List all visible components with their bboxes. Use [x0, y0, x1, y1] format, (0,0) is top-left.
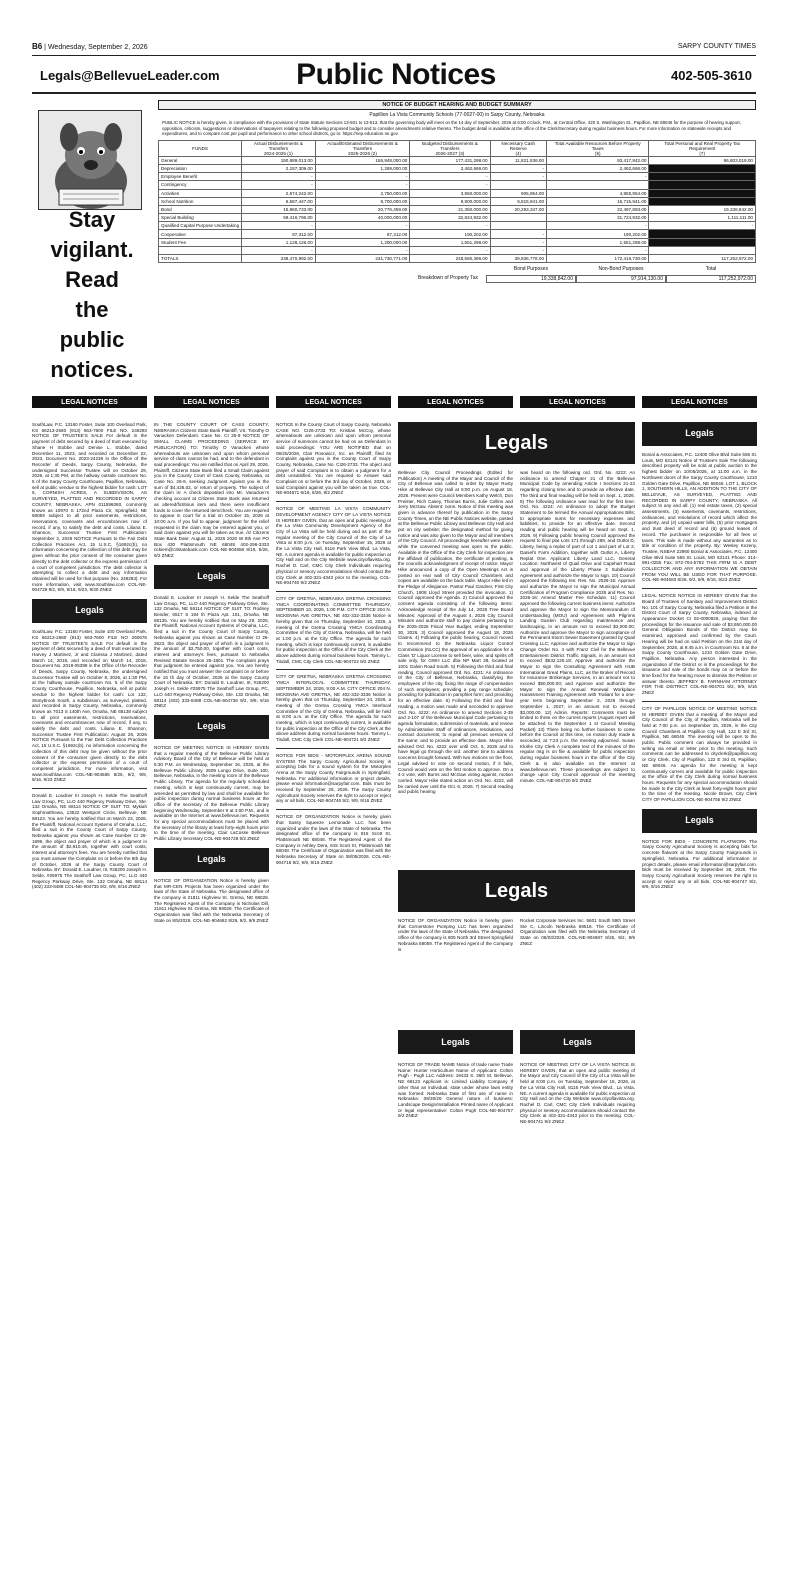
legal-notice: Donald E. Loudner III Joseph H. Selde The Seathoff Law Group, PC, LLO 440 Regency Parkway Drive, Ste. 132 Omaha, NE 68114 NOTICE OF SUIT TO: Rodney Bender, 6517 S 194 th Plaza Apt. 101, Omaha, NE 68135. You are hereby notified that on May 29, 2026, the Plaintiff, National Account Systems of Omaha, LLC, filed a suit in the County Court of Sarpy County, Nebraska against you shown as Case Number CI 26-3623, the object and prayer of which is a judgment in the amount of $2,750.00, together with court costs, interest and attorney's fees, pursuant to Nebraska Revised Statute Section 25-1801. The complaint prays that judgment be entered against you. You are hereby notified that you must answer the complaint on or before the 16 th day of October, 2026 at the Sarpy County Court of Nebraska. BY: Donald E. Loudner, III, #26200 Joseph H. Selde #25975 The Seathoff Law Group, PC, LLO 440 Regency Parkway Drive, Ste. 132 Omaha, NE 68114 (402) 333-8488 COL-NE-904736 9/2, 9/9, 9/16 ZNEZ — [154, 594, 269, 709]
column-6 — [642, 422, 757, 1567]
budget-row — [159, 205, 756, 213]
legal-notice: NOTICE OF ORGANIZATION Notice is hereby given that MR-CEN Projects has been organized under the laws of the State of Nebraska. The designated office of the company is 21811 Highview St. Gretna, NE 68028. The Registered Agent of the Company is Nicholas Dill, 21811 Highview St. Gretna, NE 68028. The Certificate of Organization was filed with the Nebraska Secretary of State on 8/5/2026. COL-NE-904682 8/26, 9/2, 9/9 ZNEZ — [154, 877, 269, 923]
amount-cell — [649, 197, 756, 205]
amount-cell: 6,587,447.00 — [242, 197, 315, 205]
budget-row — [159, 255, 756, 263]
amount-cell — [490, 222, 547, 230]
amount-cell: 190,202.00 — [547, 230, 649, 238]
budget-table — [158, 140, 756, 263]
amount-cell: - — [547, 222, 649, 230]
divider — [276, 809, 391, 810]
col-reserve: Necessary Cash Reserve (4) — [490, 140, 547, 156]
col-tax: Total Personal and Real Property Tax Requirement (7) — [649, 140, 756, 156]
amount-cell — [649, 181, 756, 189]
column-1 — [32, 422, 147, 1567]
amount-cell: 150,689,013.00 — [242, 156, 315, 164]
amount-cell: 31,724,932.00 — [547, 214, 649, 222]
amount-cell: 1,269,000.00 — [315, 164, 410, 172]
fund-name: School Nutrition — [159, 197, 242, 205]
amount-cell: 4,855,954.00 — [547, 189, 649, 197]
legal-notices-bar: LEGAL NOTICES — [642, 396, 757, 408]
amount-cell: 11,821,536.00 — [490, 156, 547, 164]
column-4-mid — [398, 918, 513, 1018]
amount-cell: 6,815,941.00 — [490, 197, 547, 205]
legals-banner: Legals — [32, 599, 147, 623]
amount-cell: 231,730,771.00 — [315, 255, 410, 263]
amount-cell: 87,312.00 — [242, 230, 315, 238]
budget-row — [159, 238, 756, 246]
legal-notice: LEGAL NOTICE NOTICE IS HEREBY GIVEN that the Board of Trustees of Sanitary and Improvement District No. 101 of Sarpy County, Nebraska filed a Petition in the District Court of Sarpy County, Nebraska, indexed at Appearance Docket CI 02-0000926, praying that the proceedings for the issuance and sale of $3,650,000.00 General Obligation Bonds of the District may be examined, approved and confirmed by the Court. Hearing will be had on said Petition on the 21st day of September, 2026, at 9:45 a.m. in Courtroom No. 6 at the Sarpy County Courthouse, 1210 Golden Gate Drive, Papillion, Nebraska. Any person interested in the organization of the District or in the proceedings for the issuance and sale of the bonds may on or before the time fixed for the hearing move to dismiss the Petition or answer thereto. JEFFREY B. FARNHAM ATTORNEY FOR THE DISTRICT COL-NE-904701 9/2, 9/9, 9/16 ZNEZ — [642, 593, 757, 696]
legal-notices-bar: LEGAL NOTICES — [154, 396, 269, 408]
amount-cell: 177,431,298.00 — [410, 156, 490, 164]
budget-row — [159, 246, 756, 254]
col-resources: Total Available Resources Before Property Taxes (5) — [547, 140, 649, 156]
legal-notice: NOTICE OF MEETING LA VISTA COMMUNITY DEVELOPMENT AGENCY CITY OF LA VISTA NOTICE IS HEREBY GIVEN, that an open and public meeting of the La Vista Community Development Agency of the City of La Vista will be held during and as part of the regular meeting of the City Council of the City of La Vista at 6:00 p.m. on Tuesday, September 15, 2026 at the La Vista City Hall, 8116 Park View Blvd, La Vista, NE. A current agenda is available for public inspection at City Hall and on the City Website www.cityoflavista.org. Rachel D. Carl, CMC City Clerk Individuals requiring physical or sensory accommodations should contact the City Clerk at 402-331-4343 prior to the meeting. COL-NE-904740 9/2 ZNEZ — [276, 506, 391, 586]
divider — [32, 92, 756, 94]
amount-cell: 40,000,000.00 — [315, 214, 410, 222]
budget-row — [159, 173, 756, 181]
legal-notice: Rocket Corporate Services Inc. 5601 South 59th Street Ste C, Lincoln Nebraska 68516. The Certificate of Organization was filed with the Nebraska Secretary of State on 08/03/2026. COL-NE-904687 8/26, 9/2, 9/9 ZNEZ — [520, 918, 635, 946]
budget-row — [159, 230, 756, 238]
legal-notice: NOTICE FOR BIDS - MOTORPLEX ARENA SOUND SYSTEM The Sarpy County Agricultural Society is accepting bids for a sound system for the Motorplex Arena at the Sarpy County Fairgrounds in Springfield, Nebraska. For additional information or project details, please email information@sarpyfair.com. Bids must be received by September 28, 2026. The Sarpy County Agricultural Society reserves the right to accept or reject any or all bids. COL-NE-904746 9/2, 9/9, 9/16 ZNEZ — [276, 752, 391, 804]
amount-cell: - — [242, 222, 315, 230]
amount-cell: 8,700,000.00 — [315, 197, 410, 205]
amount-cell — [547, 181, 649, 189]
amount-cell: - — [315, 246, 410, 254]
page-title: Public Notices — [296, 58, 496, 91]
amount-cell — [649, 238, 756, 246]
amount-cell: - — [242, 246, 315, 254]
budget-row — [159, 214, 756, 222]
divider — [276, 591, 391, 592]
amount-cell: 172,416,730.00 — [547, 255, 649, 263]
amount-cell: 1,200,000.00 — [315, 238, 410, 246]
top-line: B6 | Wednesday, September 2, 2026 SARPY COUNTY TIMES — [32, 41, 756, 51]
col-funds: FUNDS — [159, 140, 242, 156]
contact-phone: 402-505-3610 — [671, 68, 752, 83]
budget-row — [159, 197, 756, 205]
amount-cell: 20,776,459.00 — [315, 205, 410, 213]
amount-cell: 2,462,666.00 — [410, 164, 490, 172]
amount-cell — [649, 189, 756, 197]
page-number: B6 — [32, 41, 43, 51]
promo-text: Stay vigilant. Read the public notices. — [50, 207, 134, 382]
fund-name: Activities — [159, 189, 242, 197]
amount-cell: 1,128,126.00 — [242, 238, 315, 246]
amount-cell: 32,824,932.00 — [410, 214, 490, 222]
amount-cell: - — [242, 181, 315, 189]
amount-cell: 238,470,992.00 — [242, 255, 315, 263]
legals-banner: Legals — [520, 1030, 635, 1054]
amount-cell: 39,836,778.00 — [490, 255, 547, 263]
column-5-mid — [520, 918, 635, 1018]
amount-cell: 21,350,000.00 — [410, 205, 490, 213]
legal-notice: Bellevue City Council Proceedings (Edited for Publication) A meeting of the Mayor and Council of the City of Bellevue was called to order by Mayor Rusty Hike at Bellevue City Hall at 6:00 p.m. on August 18, 2026. Present were Council Members Kathy Welch, Don Preister, Rich Casey, Thomas Burns, Julie Collins and Jerry McGaw. Absent: none. Notice of this meeting was given in advance thereof by publication in the Sarpy County Times, on the NE Public Notices website, posted at the Bellevue Public Library and Bellevue City Hall and put on city website; the designated method for giving notice and was also given to the Mayor and all members of the City Council. All proceedings hereafter were taken while the convened meeting was open to the public. Available in the Office of the City Clerk for inspection are the affidavit of publication, the certificate of posting, & the councils acknowledgment of receipt of notice. Mayor Hike announced a copy of the Open Meetings Act is posted on rear wall of City Council Chambers and copies are available on the back table. Mayor Hike led in the Pledge of Allegiance. Pastor Paul Gardner, First City Church, 1908 Lloyd Street provided the invocation. 1) Council approved the Agenda. 2) Council approved the consent agenda consisting of the following items: Acknowledge receipt of the July 14, 2026 Tree Board Minutes; Approval of the August 4, 2026 City Council Minutes and authorize staff to pay claims pertaining to the 2025-2026 Fiscal Year Budget, ending September 30, 2026. 3) Council approved the August 18, 2026 Claims. 4) Following the public hearing, Council moved to recommend to the Nebraska Liquor Control Commission (NLCC) the approval of an application for a Class 'D' Liquor License to sell beer, wine, and spirits off sale only, for GWH LLC dba NP Mart 38, located at 1001 Galvin Road South. 5) Following the third and final reading, Council approved Ord. No. 4221: An ordinance of the City of Bellevue, Nebraska, classifying the employees of the city, fixing the range of compensation of such employees; providing a pay range schedule; providing for publication in pamphlet form; and providing for an effective date. 6) Following the third and final reading, a motion was made and seconded to approve Ord. No. 4222: An ordinance to amend Sections 2-39 and 2-107 of the Bellevue Municipal Code pertaining to agenda formulation, submission of materials, and review by Administrative Staff of ordinances, resolutions, and contract documents; to repeal all previous versions of the same; and to provide an effective date. Mayor Hike advised Ord. No. 4222 over until Oct. 6, 2026 and to have legal go through the ord. another time to address concerns brought forward. With two motions on the floor, Legal advised to vote on second motion, if it fails, Council would vote on the first motion to approve. On a 4-2 vote, with Burns and McGaw voting against, motion carried. Mayor Hike stated action on Ord. No. 4222, will be carried over until the Oct. 6, 2026. 7) Second reading and public hearing — [398, 470, 513, 795]
amount-cell: 905,954.00 — [490, 189, 547, 197]
divider — [642, 701, 757, 702]
legal-notice: NOTICE OF ORGANIZATION Notice is hereby given that Cornerstone Pumping LLC has been organized under the laws of the State of Nebraska. The designated office of the company is 805 North 3rd Street Springfield Nebraska 68059. The Registered Agent of the Company is — [398, 918, 513, 952]
legal-notice: SouthLaw, P.C. 13160 Foster, Suite 100 Overland Park, KS 66213-2660 (913) 663-7600 FILE NO. 249293 NOTICE OF TRUSTEE'S SALE For default in the payment of debt secured by a deed of trust executed by Shane H Stobbe and Denise L. Stobbe, dated December 11, 2023, and recorded on December 22, 2023, Document No. 2023-24236 in the Office of the Recorder of Deeds, Sarpy County, Nebraska, the undersigned Successor Trustee will on October 29, 2026, at 1:30 PM, at the hallway outside courtroom No. 5 of the Sarpy County Courthouse, Papillion, Nebraska, sell at public vendue to the highest bidder for cash: LOT 5, CORNISH ACRES, A SUBDIVISION, AS SURVEYED, PLATTED AND RECORDED IN SARPY COUNTY, NEBRASKA. APN 011596060, commonly known as 10970 S 172nd Plaza Cir, Springfield, NE 68059 subject to all prior easements, restrictions, reservations, covenants and encumbrances now of record, if any, to satisfy the debt and costs. Liliana E. Shannon, Successor Trustee First Publication: September 2, 2026 NOTICE Pursuant to the Fair Debt Collection Practices Act, 15 U.S.C. §1692c(b), no information concerning the collection of this debt may be given without the prior consent of the consumer given directly to the debt collector or the express permission of a court of competent jurisdiction. The debt collector is attempting to collect a debt and any information obtained will be used for that purpose (No. 249293). For more information, visit www.Southlaw.com COL-NE-904729 9/2, 9/9, 9/16, 9/23, 9/30 ZNEZ — [32, 422, 147, 593]
legal-notice: SouthLaw, P.C. 13160 Foster, Suite 100 Overland Park, KS 66213-2660 (913) 663-7600 FILE NO 260676 NOTICE OF TRUSTEE'S SALE For default in the payment of debt secured by a deed of trust executed by Harvey J Martinez, Jr and Clarissa J Martinez, dated March 14, 2018, and recorded on March 14, 2018, Document No. 2018-05398 in the Office of the Recorder of Deeds, Sarpy County, Nebraska, the undersigned Successor Trustee will on October 8, 2026, at 1:30 PM, at the hallway outside courtroom No. 5 of the Sarpy County Courthouse, Papillion, Nebraska, sell at public vendue to the highest bidder for cash: Lot 132, Stonybrook South, a subdivision, as surveyed, platted, and recorded in Sarpy County, Nebraska., commonly known as 7013 S 140th Ave, Omaha, NE 68138 subject to all prior easements, restrictions, reservations, covenants and encumbrances now of record, if any, to satisfy the debt and costs. Liliana E. Shannon, Successor Trustee First Publication: August 26, 2026 NOTICE Pursuant to the Fair Debt Collection Practices Act, 15 U.S.C. §1692c(b), no information concerning the collection of this debt may be given without the prior consent of the consumer given directly to the debt collector or the express permission of a court of competent jurisdiction. For more information, visit www.Southlaw.com COL-NE-904585 8/26, 9/2, 9/9, 9/16, 9/23 ZNEZ — [32, 629, 147, 783]
amount-cell: 2,750,000.00 — [315, 189, 410, 197]
amount-cell: 3,950,000.00 — [410, 189, 490, 197]
legal-notices-bar: LEGAL NOTICES — [276, 396, 391, 408]
amount-cell: 15,860,733.00 — [242, 205, 315, 213]
budget-row — [159, 189, 756, 197]
legals-banner: Legals — [154, 565, 269, 589]
amount-cell: - — [490, 246, 547, 254]
fund-name: Student Fee — [159, 238, 242, 246]
fund-name: General — [159, 156, 242, 164]
amount-cell: - — [490, 173, 547, 181]
column-5-top — [520, 470, 635, 860]
amount-cell: - — [315, 222, 410, 230]
legals-banner-large: Legals — [398, 422, 635, 464]
divider — [276, 501, 391, 502]
fund-name: Bond — [159, 205, 242, 213]
amount-cell: 59,416,796.00 — [242, 214, 315, 222]
legal-notices-bar: LEGAL NOTICES — [398, 396, 513, 408]
amount-cell: 2,574,242.00 — [242, 189, 315, 197]
amount-cell — [649, 246, 756, 254]
legals-banner: Legals — [642, 809, 757, 833]
fund-name: Special Building — [159, 214, 242, 222]
amount-cell: - — [490, 230, 547, 238]
legal-notices-bar: LEGAL NOTICES — [32, 396, 147, 408]
breakdown-row: Breakdown of Property Tax 19,338,842.00 97,914,130.00 117,252,972.00 — [158, 275, 756, 283]
col-estimated: Actual/Estimated Disbursements & Transfers 2025-2026 (2) — [315, 140, 410, 156]
legal-notices-bar: LEGAL NOTICES — [520, 396, 635, 408]
amount-cell: 15,715,941.00 — [547, 197, 649, 205]
legal-notice: NOTICE FOR BIDS - CONCRETE FLATWORK The Sarpy County Agricultural Society is accepting bids for concrete flatwork at the Sarpy County Fairgrounds in Springfield, Nebraska. For additional information or project details, please email information@sarpyfair.com. Bids must be received by September 28, 2026. The Sarpy County Agricultural Society reserves the right to accept or reject any or all bids. COL-NE-904747 9/2, 9/9, 9/16 ZNEZ — [642, 838, 757, 890]
amount-cell: - — [410, 173, 490, 181]
issue-date: Wednesday, September 2, 2026 — [47, 43, 148, 51]
col-actual: Actual Disbursements & Transfers 2024-2025 (1) — [242, 140, 315, 156]
amount-cell — [490, 181, 547, 189]
budget-title: NOTICE OF BUDGET HEARING AND BUDGET SUMMARY — [158, 100, 756, 110]
amount-cell: - — [547, 173, 649, 181]
fund-name: Employee Benefit — [159, 173, 242, 181]
amount-cell: - — [547, 246, 649, 254]
divider — [32, 55, 756, 56]
amount-cell: - — [315, 173, 410, 181]
amount-cell: 8,900,000.00 — [410, 197, 490, 205]
divider — [276, 748, 391, 749]
legal-notice: NOTICE OF MEETING CITY OF LA VISTA NOTICE IS HEREBY GIVEN, that an open and public meeting of the Mayor and City Council of the City of La Vista will be held at 6:00 p.m. on Tuesday, September 15, 2026, at the La Vista City Hall, 8116 Park View Blvd., La Vista, NE. A current agenda is available for public inspection at City Hall and on the City Website www.cityoflavista.org. Rachel D. Carl, CMC City Clerk Individuals requiring physical or sensory accommodations should contact the City Clerk at 402-331-4343 prior to the meeting. COL-NE-904741 9/2 ZNEZ — [520, 1062, 635, 1125]
amount-cell: 248,660,396.00 — [410, 255, 490, 263]
amount-cell — [649, 173, 756, 181]
budget-row — [159, 156, 756, 164]
amount-cell — [490, 214, 547, 222]
amount-cell: - — [242, 173, 315, 181]
amount-cell: - — [410, 181, 490, 189]
amount-cell: 2,462,666.00 — [547, 164, 649, 172]
fund-name: Contingency — [159, 181, 242, 189]
column-3 — [276, 422, 391, 1567]
amount-cell: 2,157,309.00 — [242, 164, 315, 172]
legal-notice: NOTICE OF ORGANIZATION Notice is hereby given that Sassy Squeeze Lemonade LLC has been organized under the laws of the State of Nebraska. The designated office of the company is 915 Scott St, Plattsmouth NE 68048. The Registered Agent of the Company is Ashley Dera, 915 Scott St, Plattsmouth NE 68048. The Certificate of Organization was filed with the Nebraska Secretary of State on 08/05/2026. COL-NE-904716 9/2, 9/9, 9/16 ZNEZ — [276, 814, 391, 865]
column-5-bottom — [520, 1062, 635, 1567]
amount-cell: 20,293,347.00 — [490, 205, 547, 213]
amount-cell: - — [490, 238, 547, 246]
divider — [276, 669, 391, 670]
amount-cell: 117,252,972.00 — [649, 255, 756, 263]
legal-notice: CITY OF PAPILLION NOTICE OF MEETING NOTICE IS HEREBY GIVEN that a meeting of the Mayor and City Council of the City of Papillion, Nebraska will be held at 7:00 p.m. on September 15, 2026, in the City Council Chambers at Papillion City Hall, 122 E 3rd St, Papillion, NE 68046. The meeting will be open to the public. Public comment can always be provided in writing via email or letter prior to the meeting. Such comments can be addressed to cityclerk@papillion.org or City Clerk, City of Papillion, 122 E 3rd St, Papillion, NE 68046. An agenda for the meeting is kept continuously current and available for public inspection at the office of the City Clerk during normal business hours. Requests for any special accommodation should be made to the City Clerk at least forty-eight hours prior to the time of the meeting. Nicole Brown, City Clerk CITY OF PAPILLION COL-NE-904755 9/2 ZNEZ — [642, 705, 757, 803]
contact-email[interactable]: Legals@BellevueLeader.com — [40, 68, 220, 83]
divider — [32, 788, 147, 789]
col-budgeted: Budgeted Disbursements & Transfers 2026-2027 (3) — [410, 140, 490, 156]
column-4-bottom — [398, 1062, 513, 1567]
amount-cell: - — [649, 222, 756, 230]
legal-notice: was heard on the following ord. Ord. No. 4223: An ordinance to amend Chapter 21 of the Bellevue Municipal Code by amending Article I Sections 21-23 regarding closing time and to provide an effective date. The third and final reading will be held on Sept. 1, 2026. 8) The following ordinance was read for the first time: Ord. No. 4224: An ordinance to adopt the Budget Statement to be termed the Annual Appropriations Bills; to appropriate sums for necessary expenses and liabilities; to provide for an effective date. Second reading and public hearing will be heard on Sept. 1, 2026. 9) Following public hearing Council approved the request to final plat Lots 171 through 289, and Outlot D, Liberty, being a replat of part of Lot 1 and part of Lot 2, Daniel's Farm Addition, together with Outlot A, Liberty Replat One. Applicant: Liberty Land LLC. General Location: Northwest of Quail Drive and Capehart Road and approval of the Liberty Phase 3 Subdivision Agreement and authorize the Mayor to sign. 10) Council approved the following res: Res. No. 2026-15: Approve and authorize the Mayor to sign the Municipal Annual Certification of Program Compliance 2026 and Res. No. 2026-16: Amend Master Fee Schedule. 11) Council approved the following current business items: Authorize and approve the Mayor to sign the Memorandum of Understanding (MOU) and Agreement with Pilgrims Landing Garden Club regarding maintenance and landscaping, in an amount not to exceed $2,000.00; Authorize and approve the Mayor to sign acceptance of the Permanent Storm Sewer Easement granted by Quail Crossing LLC; Approve and authorize the Mayor to sign Change Order No. 4 with Franz Civil for the Bellevue Entertainment District Traffic Signals, in an amount not to exceed $532,125.18; Approve and authorize the Mayor to sign the Consulting Agreement with HUB International Great Plains, LLC, as the Broker of Record for Insurance Brokerage Services, in an amount not to exceed $50,000.00; and Approve and authorize the Mayor to sign the Annual Renewal Workplace Harassment Training Agreement with Traliant for a one-year term beginning September 2, 2026 through September 1, 2027, in an amount not to exceed $3,000.00. 12) Admin. Reports: Comments must be limited to three on the current reports (August report will be attached to the September 1 st Council Meeting Packet) 13) There being no further business to come before the Council at this time, on motion duly made & seconded, at 7:23 p.m. the meeting adjourned. Susan Kluthe City Clerk A complete text of the minutes of the regular mtg is on file & available for public inspection during regular business hours in the office of the City Clerk & is also available on the Internet at www.bellevue.net. These proceedings are subject to change upon City Council approval of the meeting minute. COL-NE-904720 9/2 ZNEZ — [520, 470, 635, 783]
amount-cell: 190,202.00 — [410, 230, 490, 238]
amount-cell: 96,803,019.00 — [649, 156, 756, 164]
legal-notice: CITY OF GRETNA, NEBRASKA GRETNA CROSSING YMCA COORDINATING COMMITTEE THURSDAY, SEPTEMBER 10, 2026, 1:00 P.M. CITY OFFICE 204 N. MCKENNA AVE GRETNA, NE 402-332-3336 Notice is hereby given that on Thursday, September 10, 2026, a meeting of the Gretna Crossing YMCA Coordinating Committee of the City of Gretna, Nebraska, will be held at 1:00 p.m. at the City Office. The agenda for such meeting, which is kept continuously current, is available for public inspection at the Office of the City Clerk at the above address during normal business hours. Tammy L. Tisdall, CMC City Clerk COL-NE-904722 9/2 ZNEZ — [276, 595, 391, 664]
fund-name: TOTALS — [159, 255, 242, 263]
fund-name: Depreciation — [159, 164, 242, 172]
amount-cell — [649, 230, 756, 238]
amount-cell: - — [315, 181, 410, 189]
budget-notice — [158, 100, 756, 375]
budget-subtitle: Papillion La Vista Community Schools (77-0027-00) in Sarpy County, Nebraska — [369, 112, 545, 118]
legal-notice: NOTICE OF TRADE NAME Notice of trade name Trade Name: Hunter Horticulture Name of Applicant: Colton Pugh - Pugh LLC Address: 19433 S. 36th St. Bellevue, NE 68123 Applicant is: Limited Liability Company If other than an individual, state under whose laws entity was formed: Nebraska Date of first use of name in Nebraska: 08/30/26 General nature of business: Landscape Design/Installation Printed name of Applicant or legal representative: Colton Pugh COL-NE-904757 9/2 ZNEZ — [398, 1062, 513, 1119]
amount-cell: - — [490, 164, 547, 172]
amount-cell: 1,551,298.00 — [410, 238, 490, 246]
fund-name: Qualified Capital Purpose Undertaking — [159, 222, 242, 230]
amount-cell: 1,111,111.00 — [649, 214, 756, 222]
legals-banner: Legals — [154, 715, 269, 739]
column-2 — [154, 422, 269, 1567]
column-4-top — [398, 470, 513, 860]
amount-cell: 156,948,000.00 — [315, 156, 410, 164]
legal-notice: NOTICE OF MEETING NOTICE IS HEREBY GIVEN that a regular meeting of the Bellevue Public Library Advisory Board of the City of Bellevue will be held at 5:30 P.M. on Wednesday, September 16, 2026, at the Bellevue Public Library, 2509 Longo Drive, Suite 100, Bellevue, Nebraska, in the meeting room of the Bellevue Public Library. The agenda for the regularly scheduled meeting, which is kept continuously current, may be amended as permitted by law and shall be available for public inspection during normal business hours at the office of the secretary of the Bellevue Public Library beginning Wednesday, September 9 at 4:00 P.M., and is available on the Internet at www.bellevue.net. Requests for any special accommodations must be placed with the secretary of the library at least forty-eight hours prior to the time of the meeting. Clair LaCosse Bellevue Public Library Secretary COL-NE-904728 9/2 ZNEZ — [154, 744, 269, 842]
amount-cell: 1,551,298.00 — [547, 238, 649, 246]
budget-row — [159, 222, 756, 230]
legals-banner: Legals — [154, 848, 269, 872]
legal-notice: NOTICE In the County Court of Sarpy County, Nebraska CASE NO. CI26-2733 TO: Kristian McCoy, whose whereabouts are unknown and upon whom personal service of summons cannot be had on as Defendant in said proceedings: YOU ARE NOTIFIED that on 08/25/2026, Clair Rosowicz, Inc. as Plaintiff, filed its Complaint against you in the County Court of Sarpy County, Nebraska, Case No. CI26-2733. The object and prayer of said Complaint is to obtain a judgment for a debt unsatisfied. You are required to Answer said Complaint on or before the 3rd day of October, 2026, or said Complaint against you will be taken as true. COL-NE-904671 8/19, 8/26, 9/2 ZNEZ — [276, 422, 391, 496]
amount-cell: 22,497,893.00 — [547, 205, 649, 213]
fund-name: Cooperative — [159, 230, 242, 238]
legal-notice: Bonial & Associates, P.C. 12400 Olive Blvd Suite 555 St. Louis, MO 63141 Notice of Trustee's Sale The following described property will be sold at public auction to the highest bidder on 10/05/2026, at 11:00 a.m. in the Northwest doors of the Sarpy County Courthouse, 1210 Golden Gate Drive, Papillion, NE 68046. LOT 1, BLOCK 1, SOUTHERN HILLS, AN ADDITION TO THE CITY OF BELLEVUE, AS SURVEYED, PLATTED AND RECORDED IN SARPY COUNTY, NEBRASKA. All subject to any and all: (1) real estate taxes, (2) special assessments, (3) easements, covenants, restrictions, ordinances, and resolutions of record which affect the property, and (4) unpaid water bills, (5) prior mortgages and trust deed of record and (6) ground leases of record. The purchaser is responsible for all fees or taxes. This sale is made without any warranties as to title or condition of the property. By: Wesley Kozeny, Trustee, NSBA# 22960 Bonial & Associates, P.C. 12400 Olive Blvd Suite 555 St. Louis, MO 63141 Phone: 314-991-0255 Fax: 972-764-5752 THIS FIRM IS A DEBT COLLECTOR AND ANY INFORMATION WE OBTAIN FROM YOU WILL BE USED FOR THAT PURPOSE. COL-NE-904683 8/26, 9/2, 9/9, 9/16, 9/23 ZNEZ — [642, 452, 757, 583]
legals-banner: Legals — [398, 1030, 513, 1054]
fund-name — [159, 246, 242, 254]
legals-banner-large: Legals — [398, 870, 635, 912]
legal-notice: Donald E. Loudner III Joseph H. Selde The Seathoff Law Group, PC, LLO 440 Regency Parkway Drive, Ste. 132 Omaha, NE 68114 NOTICE OF SUIT TO: Mykiah Sophmatthewa, 13522 Westport Circle, Bellevue, NE 68123. You are hereby notified that on March 23, 2026, the Plaintiff, National Account Systems of Omaha, LLC, filed a suit in the County Court of Sarpy County, Nebraska against you shown as Case Number CI 26-1899, the object and prayer of which is a judgment in the amount of $2,910.46, together with court costs, interest and attorney's fees. You are hereby notified that you must answer the Complaint on or before the 8th day of October, 2026 at the Sarpy County Court of Nebraska. BY: Donald E. Loudner, III, #26200 Joseph H. Selde, #25975 The Seathoff Law Group, PC, LLO 440 Regency Parkway Drive, Ste. 132 Omaha, NE 68114 (402) 333-8488 COL-NE-904735 9/2, 9/9, 9/16 ZNEZ — [32, 793, 147, 890]
budget-row — [159, 164, 756, 172]
budget-intro: PUBLIC NOTICE is hereby given, in compliance with the provisions of State Statute Sections 13-501 to 13-513, that the governing body will meet on the 14 day of September, 2026 at 6:00 o'clock, P.M., at Central Office, 420 S. Washington St., Papillion, NE 68046 for the purpose of hearing support, opposition, criticism, suggestions or observations of taxpayers relating to the following proposed budget and to consider amendments relative thereto. The budget detail is available at the office of the Clerk/Secretary during regular business hours. For more information on statewide receipts and expenditures, and to compare cost per pupil and performance to other school districts, go to: https://nep.education.ne.gov. — [162, 120, 741, 137]
watchdog-illustration — [38, 110, 142, 210]
paper-name: SARPY COUNTY TIMES — [677, 42, 756, 50]
legal-notice: CITY OF GRETNA, NEBRASKA GRETNA CROSSING YMCA INTERLOCAL COMMITTEE THURSDAY, SEPTEMBER 24, 2026, 9:00 A.M. CITY OFFICE 204 N. MCKENNA AVE GRETNA, NE 402-332-3336 Notice is hereby given that on Thursday, September 24, 2026, a meeting of the Gretna Crossing YMCA Interlocal Committee of the City of Gretna, Nebraska, will be held at 9:00 a.m. at the City Office. The agenda for such meeting, which is kept continuously current, is available for public inspection at the Office of the City Clerk at the above address during normal business hours. Tammy L. Tisdall, CMC City Clerk COL-NE-904721 9/2 ZNEZ — [276, 674, 391, 743]
amount-cell: 87,312.00 — [315, 230, 410, 238]
divider — [642, 588, 757, 589]
amount-cell: - — [410, 246, 490, 254]
legal-notice: IN THE COUNTY COURT OF CASS COUNTY, NEBRASKA Citizens State Bank Plaintiff, VS. Timothy O Vanacken Defendant. Case No. CI 25-9 NOTICE OF SMALL CLAIMS PROCEEDING (SERVICE BY PUBLICATION) TO: Timothy O Vanacken whose whereabouts are unknown and upon whom personal service of claim cannot be had, and to the defendant in said proceedings: You are notified that on April 29, 2026, Plaintiff, Citizens State Bank filed a Small Claim against you in the County Court of Cass County, Nebraska, at Case No. 26-9, seeking Judgment Against you in the sum of $4,426.02, or return of property. The subject of the claim is: A check deposited into Mr. Vanacken's checking account at Citizens State Bank was returned as altered/fictitious item and there were insufficient funds to cover the returned item/check. You are required to appear in court for a trial on October 15, 2026 at 10:00 a.m. If you fail to appear, judgment for the relief requested in the claim may be entered against you, or said claim against you will be taken as true. /s/ Citizens State Bank Date: August 11, 2026 2020 W 8th Ave PO Box 430 Plattsmouth NE 68048 402-296-3333 rickiem@citstatebank.com COL-NE-904658 8/19, 8/26, 9/2 ZNEZ — [154, 422, 269, 559]
amount-cell — [649, 164, 756, 172]
breakdown-header: Bond Purposes Non-Bond Purposes Total — [513, 266, 717, 273]
amount-cell: 93,417,842.00 — [547, 156, 649, 164]
legals-banner: Legals — [642, 422, 757, 446]
amount-cell: 19,338,842.00 — [649, 205, 756, 213]
amount-cell: - — [410, 222, 490, 230]
budget-row — [159, 181, 756, 189]
